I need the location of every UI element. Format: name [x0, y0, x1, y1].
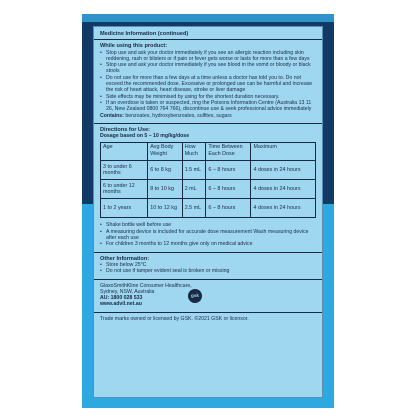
table-cell: 8 to 10 kg — [148, 180, 182, 199]
medicine-info-panel — [93, 26, 323, 398]
list-item: • Do not use if tamper evident seal is broken or missing — [100, 268, 316, 274]
manufacturer-website: www.advil.net.au — [100, 301, 142, 308]
manufacturer-block — [100, 283, 316, 308]
gsk-logo-icon: gsk — [188, 289, 202, 303]
while-using-heading: While using this product: — [100, 43, 168, 50]
column-header: Maximum — [251, 143, 316, 161]
other-info-heading: Other Information: — [100, 255, 150, 262]
contains-line — [100, 113, 316, 119]
box-top-band — [82, 14, 334, 22]
table-cell: 6 – 8 hours — [206, 180, 251, 199]
column-header: Time Between Each Dose — [206, 143, 251, 161]
divider — [94, 279, 322, 280]
table-row — [101, 199, 316, 218]
list-item: • A measuring device is included for accurate dose measurement Wash measuring device after each use — [100, 229, 316, 242]
table-cell: 4 doses in 24 hours — [251, 161, 316, 180]
table-cell: 6 to 8 kg — [148, 161, 182, 180]
contains-value: benzoates, hydroxybenzoates, sulfites, sugars — [125, 112, 232, 119]
list-item: • Stop use and ask your doctor immediately if you see an allergic reaction including skin reddening, rash or blisters or if pain or fever gets worse or lasts for more than a few days — [100, 50, 316, 63]
table-cell: 1.5 mL — [182, 161, 206, 180]
dosage-heading: Dosage based on 5 – 10 mg/kg/dose — [100, 133, 190, 140]
table-row — [101, 180, 316, 199]
column-header: Avg Body Weight — [148, 143, 182, 161]
column-header: How Much — [182, 143, 206, 161]
divider — [94, 312, 322, 313]
table-cell: 6 – 8 hours — [206, 199, 251, 218]
panel-title: Medicine Information (continued) — [94, 31, 322, 40]
table-header-row — [101, 143, 316, 161]
divider — [94, 123, 322, 124]
list-item: • For children 3 months to 12 months give only on medical advice — [100, 241, 316, 247]
table-cell: 10 to 12 kg — [148, 199, 182, 218]
manufacturer-phone: AU: 1800 028 533 — [100, 295, 143, 302]
list-item: • Side effects may be minimised by using for the shortest duration necessary. — [100, 94, 316, 100]
list-item: • Stop use and ask your doctor immediately if you see blood in the vomit or bloody or black stools — [100, 62, 316, 75]
list-item: • Store below 25°C — [100, 262, 316, 268]
list-item: • If an overdose is taken or suspected, ring the Poisons Information Centre (Australia 13 11 26, New Zealand 0800 764 766), discontinue use & seek professional advice immediately — [100, 100, 316, 113]
directions-heading: Directions for Use: — [100, 126, 151, 133]
dosage-table — [100, 142, 316, 218]
trademark-text: Trade marks owned or licensed by GSK. ©2021 GSK or licensor. — [100, 315, 249, 322]
list-item: • Shake bottle well before use — [100, 222, 316, 228]
table-cell: 6 to under 12 months — [101, 180, 148, 199]
table-cell: 1 to 2 years — [101, 199, 148, 218]
table-cell: 4 doses in 24 hours — [251, 199, 316, 218]
table-row — [101, 161, 316, 180]
contains-label: Contains: — [100, 112, 124, 119]
while-using-list — [100, 50, 316, 113]
other-info-list — [100, 262, 316, 275]
table-cell: 4 doses in 24 hours — [251, 180, 316, 199]
table-cell: 2.5 mL — [182, 199, 206, 218]
table-cell: 3 to under 6 months — [101, 161, 148, 180]
manufacturer-name: GlaxoSmithKline Consumer Healthcare, — [100, 282, 192, 289]
divider — [94, 252, 322, 253]
column-header: Age — [101, 143, 148, 161]
directions-notes — [100, 222, 316, 247]
table-cell: 2 mL — [182, 180, 206, 199]
table-cell: 6 – 8 hours — [206, 161, 251, 180]
list-item: • Do not use for more than a few days at a time unless a doctor has told you to. Do not exceed the recommended dose. Excessive or prolonged use can be harmful and increase the risk of heart attack, heart disease, stroke or liver damage — [100, 75, 316, 94]
manufacturer-address: Sydney, NSW, Australia — [100, 288, 155, 295]
